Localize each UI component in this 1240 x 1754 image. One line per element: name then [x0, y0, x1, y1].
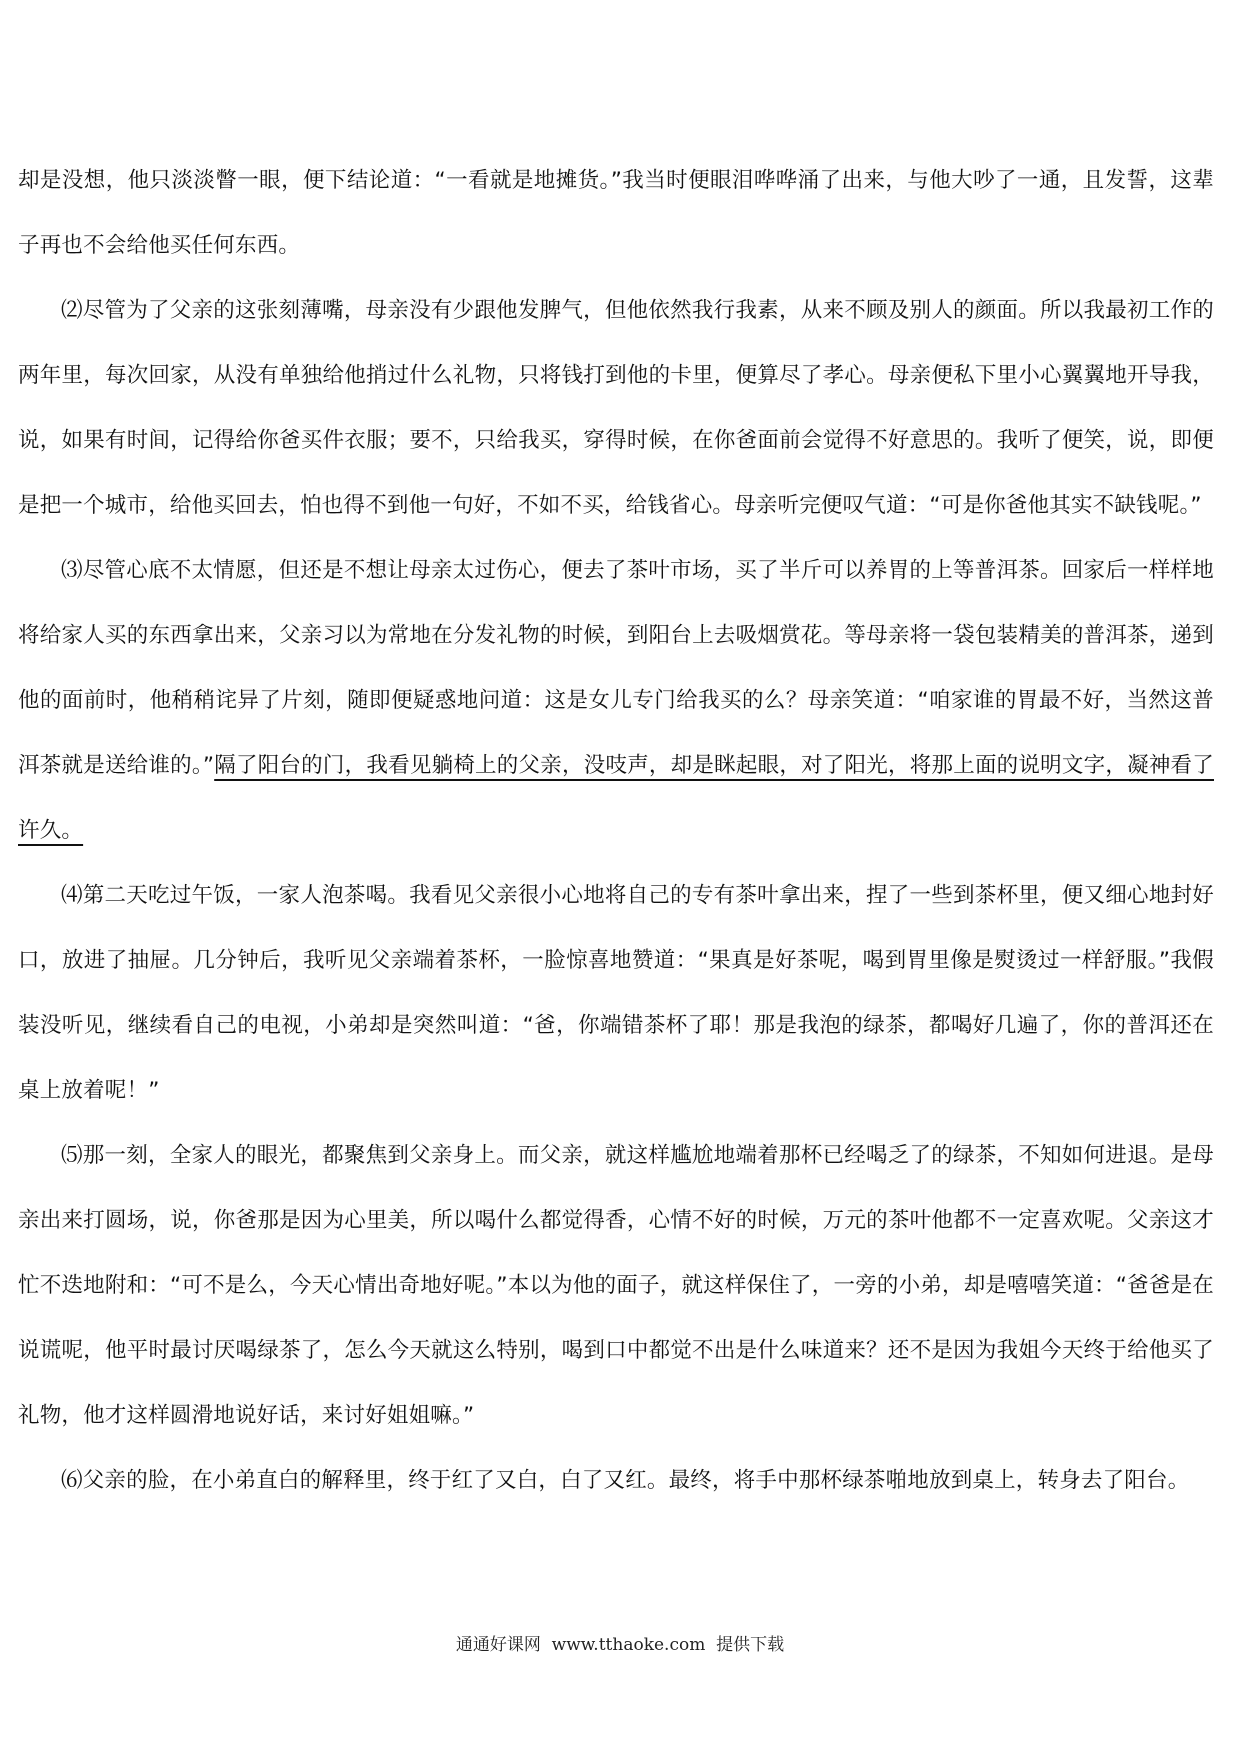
- paragraph-6: ⑹父亲的脸，在小弟直白的解释里，终于红了又白，白了又红。最终，将手中那杯绿茶啪地放到桌上，转身去了阳台。: [61, 1468, 1190, 1493]
- paragraph-continued: 却是没想，他只淡淡瞥一眼，便下结论道：“一看就是地摊货。”我当时便眼泪哗哗涌了出来，与他大吵了一通，且发誓，这辈子再也不会给他买任何东西。: [18, 168, 1214, 258]
- paragraph-4: ⑷第二天吃过午饭，一家人泡茶喝。我看见父亲很小心地将自己的专有茶叶拿出来，捏了一些到茶杯里，便又细心地封好口，放进了抽屉。几分钟后，我听见父亲端着茶杯，一脸惊喜地赞道：“果真是好茶呢，喝到胃里像是熨烫过一样舒服。”我假装没听见，继续看自己的电视，小弟却是突然叫道：“爸，你端错茶杯了耶！那是我泡的绿茶，都喝好几遍了，你的普洱还在桌上放着呢！”: [18, 883, 1214, 1103]
- page-footer: 通通好课网 www.tthaoke.com 提供下载: [455, 1635, 785, 1655]
- paragraph-3-text: ⑶尽管心底不太情愿，但还是不想让母亲太过伤心，便去了茶叶市场，买了半斤可以养胃的上等普洱茶。回家后一样样地将给家人买的东西拿出来，父亲习以为常地在分发礼物的时候，到阳台上去吸烟赏花。等母亲将一袋包装精美的普洱茶，递到他的面前时，他稍稍诧异了片刻，随即便疑惑地问道：这是女儿专门给我买的么？母亲笑道：“咱家谁的胃最不好，当然这普洱茶就是送给谁的。”: [18, 558, 1214, 778]
- paragraph-3: [18, 538, 1214, 863]
- paragraph-5: ⑸那一刻，全家人的眼光，都聚焦到父亲身上。而父亲，就这样尴尬地端着那杯已经喝乏了的绿茶，不知如何进退。是母亲出来打圆场，说，你爸那是因为心里美，所以喝什么都觉得香，心情不好的时候，万元的茶叶他都不一定喜欢呢。父亲这才忙不迭地附和：“可不是么，今天心情出奇地好呢。”本以为他的面子，就这样保住了，一旁的小弟，却是嘻嘻笑道：“爸爸是在说谎呢，他平时最讨厌喝绿茶了，怎么今天就这么特别，喝到口中都觉不出是什么味道来？还不是因为我姐今天终于给他买了礼物，他才这样圆滑地说好话，来讨好姐姐嘛。”: [18, 1143, 1214, 1428]
- paragraph-3-underlined-sentence: 隔了阳台的门，我看见躺椅上的父亲，没吱声，却是眯起眼，对了阳光，将那上面的说明文字，凝神看了许久。: [18, 753, 1214, 843]
- document-body: [18, 148, 1214, 1513]
- paragraph-2: ⑵尽管为了父亲的这张刻薄嘴，母亲没有少跟他发脾气，但他依然我行我素，从来不顾及别人的颜面。所以我最初工作的两年里，每次回家，从没有单独给他捎过什么礼物，只将钱打到他的卡里，便算尽了孝心。母亲便私下里小心翼翼地开导我，说，如果有时间，记得给你爸买件衣服；要不，只给我买，穿得时候，在你爸面前会觉得不好意思的。我听了便笑，说，即便是把一个城市，给他买回去，怕也得不到他一句好，不如不买，给钱省心。母亲听完便叹气道：“可是你爸他其实不缺钱呢。”: [18, 298, 1214, 518]
